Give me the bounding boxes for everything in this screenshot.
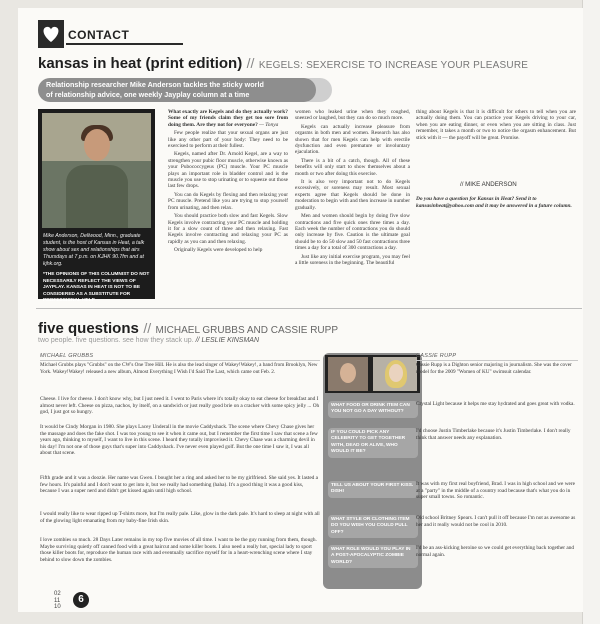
right-answer-1: Crystal Light because it helps me stay hydrated and goes great with vodka. — [416, 401, 575, 407]
question-1: WHAT FOOD OR DRINK ITEM CAN YOU NOT GO A DAY WITHOUT? — [328, 401, 418, 418]
paragraph: Originally Kegels were developed to help — [174, 247, 263, 254]
magazine-page — [18, 8, 583, 612]
article-byline: // MIKE ANDERSON — [460, 181, 517, 188]
section-label: CONTACT — [68, 28, 130, 42]
portrait-cassie-rupp — [373, 357, 417, 391]
five-questions-names: MICHAEL GRUBBS AND CASSIE RUPP — [155, 325, 338, 336]
paragraph: Men and women should begin by doing five slow contractions and five quick ones three times a day. Each week the number of contractions you do should only increase by five. Caution is the ultimate goal should be to do 50 slow and 50 fast contractions three times a day for a total of 300 contractions a day. — [295, 213, 410, 252]
rule — [40, 360, 320, 361]
paragraph: There is a bit of a catch, though. All of these benefits will only start to show themselves about a month or two after doing this exercise. — [295, 157, 410, 177]
paragraph: thing about Kegels is that it is difficult for others to tell when you are actually doing them. You can practice your Kegels driving to your car, when you are eating dinner, or even when you are sitting in class. Just remember, it takes a month or two to notice the orgasm enhancement. But stick with it — the payoff will be great. Promise. — [416, 109, 576, 141]
date-line: 11 — [54, 597, 61, 604]
paragraph: Few people realize that your sexual organs are just like any other part of your body: They need to be exercised to perform at their fullest. — [168, 130, 288, 150]
heart-icon — [38, 20, 64, 48]
paragraph: Kegels, named after Dr. Arnold Kegel, are a way to strengthen your pubic floor muscle, otherwise known as your Pubococcygeus (PC) muscle. Your PC muscle plays an important role in bladder control and is the muscle you use to stop urinating or to squeeze out those last few drops. — [168, 151, 288, 190]
article-column-3 — [416, 109, 576, 143]
portraits — [325, 355, 420, 393]
left-answer-3: Fifth grade and it was a doozie. Her name was Gwen. I bought her a ring and asked her to be my girlfriend. She said yes. It lasted a few hours. It's painful and I don't want to get into it, but we really had something (haha). It's a good thing it was a good kiss, because I was a super nerd and didn't get kissed again until high school. — [40, 475, 319, 495]
rule — [416, 360, 578, 361]
five-questions-title — [38, 320, 338, 338]
photo-caption: Mike Anderson, Dellwood, Minn., graduate student, is the host of Kansas in Heat, a talk show about sex and relationships that airs Thursdays at 7 p.m. on KJHK 90.7fm and at kjhk.org. — [43, 233, 145, 267]
issue-date — [54, 591, 61, 611]
right-person-intro: Cassie Rupp is a Dighton senior majoring in journalism. She was the cover model for the 2009 "Women of KU" swimsuit calendar. — [416, 362, 572, 375]
question-5: WHAT ROLE WOULD YOU PLAY IN A POST-APOCALYPTIC ZOMBIE WORLD? — [328, 545, 418, 568]
question-3: TELL US ABOUT YOUR FIRST KISS. DISH! — [328, 481, 418, 498]
left-answer-2: It would be Cindy Morgan in 1980. She plays Lacey Underall in the movie Caddyshack. The scene where Chevy Chase gives her the massage and does the fake shot. I was too young to see it when it came out, but I remember the first time I saw that scene a few years ago, thinking to myself, I want to live in this scene. I heard they totally improvised it. Chevy Chase was a charming devil in his day! I'm not one of those guys that's super into Caddyshack. I've never even played golf. But the one time I saw it, I was all about that scene. — [40, 424, 318, 457]
date-line: 10 — [54, 604, 61, 610]
left-answer-5: I love zombies so much. 28 Days Later remains in my top five movies of all time. I want to be the guy running from them, though. Maybe surviving quietly off canned food with a great haircut and some killer boots. I also need a really hot, special lady to sport those killer boots for, reproduce the human race with and eventually sacrifice myself for in a heart-wrenching scene where I stay behind to slow down the zombies. — [40, 537, 317, 563]
left-person-intro: Michael Grubbs plays "Grubbs" on the CW's One Tree Hill. He is also the lead singer of Wakey!Wakey!, a band from Brooklyn, New York. Wakey!Wakey! released a new album, Almost Everything I Wish I'd Said The Last, which came out Feb. 2. — [40, 362, 318, 375]
adjacent-page-edge — [582, 0, 600, 624]
right-answer-5: I'd be an ass-kicking heroine so we could get everything back together and normal again. — [416, 545, 575, 558]
tagline-text: two people. five questions. see how they stack up. — [38, 337, 194, 344]
five-questions-tagline — [38, 337, 259, 344]
article-column-1 — [168, 109, 288, 256]
author-photo — [42, 113, 151, 228]
reader-question: What exactly are Kegels and do they actually work? Some of my friends claim they get too sore from doing them. Are they not for everyone? — Tonya — [168, 109, 288, 128]
column-subtitle: KEGELS: SEXERCISE TO INCREASE YOUR PLEASURE — [258, 60, 529, 71]
paragraph: women who leaked urine when they coughed, sneezed or laughed, but they can do so much more. — [295, 109, 410, 122]
left-answer-1: Cheese. I live for cheese. I don't know why, but I just need it. I went to Paris where it's totally okay to eat cheese for breakfast and I almost never left. Cheese on pizza, nachos, by itself, on a sandwich or just really good brie on a cracker with some spicy jelly ... Oh god, I just got so hungry. — [40, 396, 320, 416]
paragraph: Just like any initial exercise program, you may feel a little soreness in the beginning. The beautiful — [295, 253, 410, 266]
paragraph: You can do Kegels by flexing and then relaxing your PC muscle. Pretend like you are trying to stop yourself from urinating, and then relax. — [168, 191, 288, 211]
section-divider — [36, 308, 582, 309]
question-2: IF YOU COULD PICK ANY CELEBRITY TO GET TOGETHER WITH, DEAD OR ALIVE, WHO WOULD IT BE? — [328, 428, 418, 458]
submit-question-note: Do you have a question for Kansas in Heat? Send it to kansasinheat@yahoo.com and it may be answered in a future column. — [416, 196, 572, 209]
tagline-byline: // LESLIE KINSMAN — [195, 337, 260, 344]
intro-banner — [38, 78, 316, 102]
article-column-2 — [295, 109, 410, 268]
disclaimer: *THE OPINIONS OF THIS COLUMNIST DO NOT NECESSARILY REFLECT THE VIEWS OF JAYPLAY. KANSAS IN HEAT IS NOT TO BE CONSIDERED AS A SUBSTITUTE FOR PROFESSIONAL HELP — [43, 272, 150, 303]
column-title — [38, 55, 528, 73]
portrait-michael-grubbs — [328, 357, 368, 391]
right-person-name: CASSIE RUPP — [416, 353, 457, 359]
date-line: 02 — [54, 591, 61, 597]
five-questions-main: five questions — [38, 320, 139, 337]
right-answer-2: I'd choose Justin Timberlake because it's Justin Timberlake. I don't really think that answer needs any explanation. — [416, 428, 571, 441]
column-title-main: kansas in heat (print edition) — [38, 55, 243, 72]
left-answer-4: I would really like to wear ripped up T-shirts more, but I'm really pale. Like, glow in the dark pale. It's hard to sleep at night with all of the glowing light emanating from my baby-fine Irish skin. — [40, 511, 320, 524]
page-number: 6 — [73, 592, 89, 608]
title-separator: // — [246, 55, 255, 71]
question-4: WHAT STYLE OR CLOTHING ITEM DO YOU WISH YOU COULD PULL OFF? — [328, 515, 418, 538]
author-photo-box — [38, 109, 155, 303]
right-answer-4: Old school Britney Spears. I can't pull it off because I'm not as awesome as her and it really would not be cool in 2010. — [416, 515, 576, 528]
left-person-name: MICHAEL GRUBBS — [40, 353, 94, 359]
banner-line: Relationship researcher Mike Anderson tackles the sticky world — [46, 80, 264, 89]
title-separator: // — [143, 320, 152, 336]
paragraph: It is also very important not to do Kegels excessively, or soreness may result. Most sexual experts agree that Kegels should be done in moderation to begin with and then increase in number gradually. — [295, 179, 410, 211]
right-answer-3: It was with my first real boyfriend, Brad. I was in high school and we were at a "party" in the middle of a country road because that's what you do in super small towns. So romantic. — [416, 481, 576, 501]
section-rule — [66, 43, 183, 45]
banner-line: of relationship advice, one weekly Jayplay column at a time — [46, 90, 250, 99]
paragraph: Kegels can actually increase pleasure from orgasms in both men and women. Research has also shown that for men Kegels can help with erectile dysfunction and even premature or involuntary ejaculation. — [295, 123, 410, 156]
paragraph: You should practice both slow and fast Kegels. Slow Kegels involve contracting your PC muscle and holding it for a slow count of three and then relaxing. Fast Kegels involve contracting and relaxing your PC as rapidly as you can and then relaxing. — [168, 213, 288, 245]
